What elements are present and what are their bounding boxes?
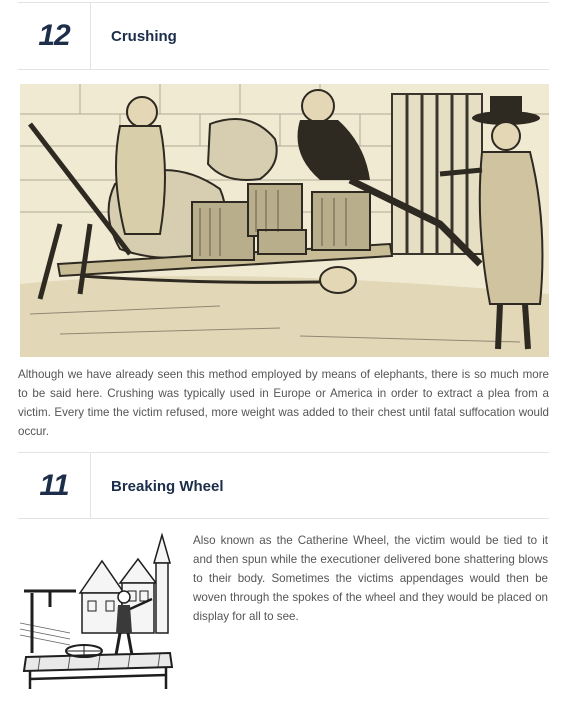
divider [18,518,549,519]
entry-title: Crushing [111,27,177,45]
entry-header-11 [18,453,549,519]
divider [18,69,549,70]
breaking-wheel-illustration [20,533,176,689]
header-separator [90,453,91,519]
entry-number: 12 [38,19,70,52]
entry-header-12 [18,3,549,69]
entry-description: Also known as the Catherine Wheel, the victim would be tied to it and then spun while the executioner delivered bone shattering blows to their body. Sometimes the victims appendages would then be woven through the spokes of the wheel and they would be placed on display for all to see. [193,534,548,623]
crushing-illustration [20,84,549,357]
entry-description: Although we have already seen this method employed by means of elephants, there is so much more to be said here. Crushing was typically used in Europe or America in order to extract a plea from a victim. Every time the victim refused, more weight was added to their chest until fatal suffocation would occur. [18,368,549,438]
entry-number: 11 [39,469,69,502]
header-separator [90,3,91,69]
entry-title: Breaking Wheel [111,477,224,495]
